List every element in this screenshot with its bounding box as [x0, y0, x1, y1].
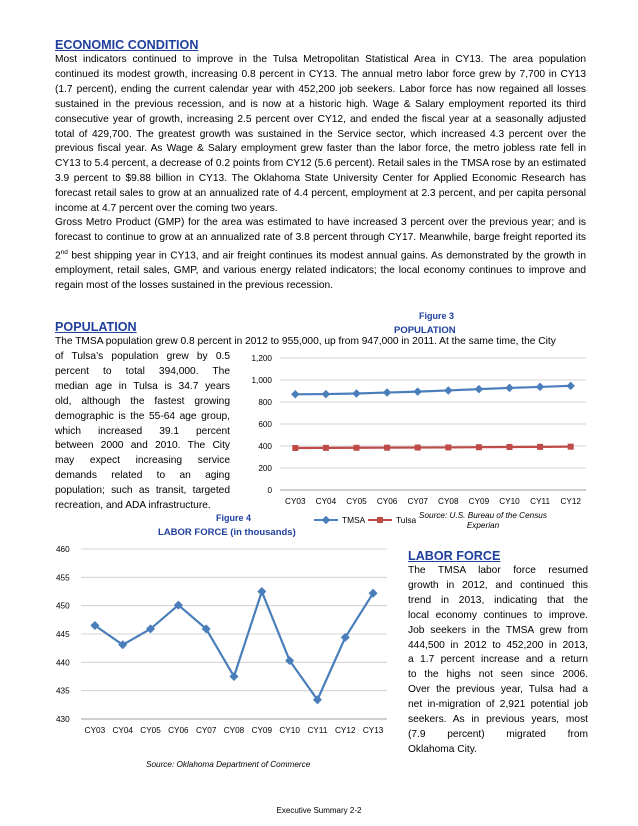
series-line-tmsa — [295, 386, 570, 394]
data-point-labor-force — [229, 672, 238, 681]
data-point-labor-force — [257, 587, 266, 596]
population-line: population; such as transit, targeted — [55, 485, 230, 497]
x-tick-label: CY08 — [223, 726, 245, 735]
y-tick-label: 400 — [258, 442, 272, 451]
data-point-tulsa — [323, 445, 329, 451]
labor-line: Over the previous year, Tulsa had a — [408, 684, 588, 696]
population-last-line: recreation, and ADA infrastructure. — [55, 500, 211, 512]
para2-text-b: best shipping year in CY13, and air freight continues its modest annual gains. As demonstrated by the growth in employment, retail sales, GMP, and various energy related indicators; the local economy continues to improve and regain most of the losses sustained in the previous recession. — [55, 250, 586, 292]
labor-line: local economy continues to improve. — [408, 609, 588, 621]
y-tick-label: 1,000 — [251, 376, 272, 385]
x-tick-label: CY05 — [346, 497, 367, 506]
population-line: between 2000 and 2010. The City — [55, 440, 230, 452]
y-tick-label: 0 — [267, 486, 272, 495]
data-point-tmsa — [505, 384, 513, 392]
data-point-tmsa — [383, 388, 391, 396]
x-tick-label: CY06 — [376, 497, 398, 506]
para2-superscript: nd — [60, 248, 68, 256]
x-tick-label: CY03 — [285, 497, 306, 506]
labor-line: seekers. As in previous years, most — [408, 714, 588, 726]
data-point-tmsa — [475, 385, 483, 393]
labor-heading: LABOR FORCE — [408, 549, 501, 563]
y-tick-label: 800 — [258, 398, 272, 407]
labor-body — [408, 564, 588, 758]
y-tick-label: 1,200 — [251, 354, 272, 363]
y-tick-label: 445 — [56, 630, 70, 639]
legend-label-tmsa: TMSA — [342, 515, 366, 525]
x-tick-label: CY11 — [530, 497, 551, 506]
x-tick-label: CY06 — [168, 726, 189, 735]
series-line-tulsa — [295, 447, 570, 448]
x-tick-label: CY10 — [499, 497, 520, 506]
population-line: old, although the fastest growing — [55, 395, 230, 407]
y-tick-label: 460 — [56, 545, 70, 554]
data-point-tulsa — [354, 445, 360, 451]
labor-last-line: Oklahoma City. — [408, 743, 477, 755]
y-tick-label: 440 — [56, 658, 70, 668]
y-tick-label: 435 — [56, 686, 70, 696]
labor-line: Job seekers in the TMSA grew from — [408, 624, 588, 636]
labor-line: trend in 2013, indicating that the — [408, 594, 588, 606]
labor-line: net in-migration of 2,921 potential job — [408, 699, 588, 711]
data-point-tmsa — [444, 386, 452, 394]
figure3-title: POPULATION — [394, 325, 456, 336]
population-line: percent to total 394,000. The — [55, 365, 230, 377]
data-point-tmsa — [352, 389, 360, 397]
figure3-source — [408, 511, 558, 531]
labor-line: to the highs not seen since 2006. — [408, 669, 588, 681]
data-point-tmsa — [413, 387, 421, 395]
population-line: which increased 39.1 percent — [55, 425, 230, 437]
y-tick-label: 600 — [258, 420, 272, 429]
x-tick-label: CY13 — [362, 726, 384, 735]
x-tick-label: CY12 — [560, 497, 581, 506]
x-tick-label: CY09 — [468, 497, 490, 506]
page-footer: Executive Summary 2-2 — [276, 806, 362, 815]
labor-line: The TMSA labor force resumed — [408, 565, 588, 576]
labor-line: a 1.7 percent increase and a return — [408, 654, 588, 666]
data-point-tmsa — [322, 390, 330, 398]
y-tick-label: 200 — [258, 464, 272, 473]
x-tick-label: CY08 — [438, 497, 459, 506]
population-body — [55, 350, 230, 514]
data-point-tmsa — [536, 383, 544, 391]
economic-heading: ECONOMIC CONDITION — [55, 38, 199, 52]
data-point-tulsa — [476, 444, 482, 450]
series-line-labor-force — [95, 592, 373, 700]
x-tick-label: CY05 — [140, 726, 161, 735]
x-tick-label: CY11 — [307, 726, 328, 735]
x-tick-label: CY09 — [251, 726, 273, 735]
population-line: demands related to an aging — [55, 470, 230, 482]
x-tick-label: CY12 — [335, 726, 356, 735]
data-point-tulsa — [445, 444, 451, 450]
x-tick-label: CY04 — [315, 497, 337, 506]
legend-marker-tulsa — [377, 517, 383, 523]
population-heading: POPULATION — [55, 320, 137, 334]
data-point-tulsa — [415, 445, 421, 451]
labor-force-chart — [54, 542, 398, 744]
x-tick-label: CY10 — [279, 726, 300, 735]
population-line: demographic is the 55-64 age group, — [55, 410, 230, 422]
data-point-tmsa — [291, 390, 299, 398]
population-chart — [232, 350, 592, 535]
economic-paragraph-1: Most indicators continued to improve in the Tulsa Metropolitan Statistical Area in CY13. The area population continued its modest growth, increasing 0.8 percent in CY13. The annual metro labor force grew by 7,700 in CY13 (1.7 percent), ending the current calendar year with 452,200 job seekers. Labor force has now regained all losses sustained in the previous recession, and is now at a historic high. Wage & Salary employment reported its third consecutive year of growth, increasing 2.5 percent over CY12, and ended the fiscal year at a seasonally adjusted total of 429,700. The greatest growth was sustained in the Service sector, which increased 4.3 percent over the previous fiscal year. As Wage & Salary employment grew faster than the labor force, the metro jobless rate fell in CY13 to 5.4 percent, a decrease of 0.2 points from CY12 (5.6 percent). Retail sales in the TMSA rose by an estimated 3.9 percent to $9.88 billion in CY13. The Oklahoma State University Center for Applied Economic Research has forecast retail sales to grow at an annualized rate of 4.4 percent, employment at 2.3 percent, and per capita personal income at 4.7 percent over the coming two years. — [55, 54, 586, 215]
legend-marker-tmsa — [322, 516, 330, 524]
data-point-tulsa — [292, 445, 298, 451]
figure3-label: Figure 3 — [419, 311, 455, 321]
data-point-tulsa — [568, 444, 574, 450]
labor-line: 444,500 in 2012 to 452,200 in 2013, — [408, 639, 588, 651]
figure4-label: Figure 4 — [216, 513, 252, 523]
data-point-tulsa — [384, 445, 390, 451]
population-line: median age in Tulsa is 34.7 years — [55, 380, 230, 392]
legend-label-tulsa: Tulsa — [396, 515, 417, 525]
figure4-title: LABOR FORCE (in thousands) — [158, 527, 296, 538]
data-point-tulsa — [537, 444, 543, 450]
population-legend — [314, 515, 417, 525]
figure3-source-line1: Source: U.S. Bureau of the Census — [419, 511, 547, 520]
labor-line: (7.9 percent) migrated from — [408, 728, 588, 740]
y-tick-label: 450 — [56, 601, 70, 611]
x-tick-label: CY07 — [407, 497, 428, 506]
x-tick-label: CY04 — [112, 726, 133, 735]
figure4-source: Source: Oklahoma Department of Commerce — [146, 760, 311, 769]
x-tick-label: CY03 — [84, 726, 106, 735]
economic-paragraph-2 — [55, 216, 586, 294]
labor-line: growth in 2012, and continued this — [408, 579, 588, 591]
figure3-source-line2: Experian — [466, 521, 500, 530]
y-tick-label: 430 — [56, 715, 70, 724]
x-tick-label: CY07 — [195, 726, 217, 735]
population-line: of Tulsa’s population grew by 0.5 — [55, 351, 230, 362]
y-tick-label: 455 — [56, 573, 70, 583]
population-lead: The TMSA population grew 0.8 percent in 2012 to 955,000, up from 947,000 in 2011. At the same time, the City — [55, 336, 556, 347]
data-point-tmsa — [566, 382, 574, 390]
population-line: may expect increasing service — [55, 455, 230, 467]
data-point-tulsa — [507, 444, 513, 450]
para2-text-a: Gross Metro Product (GMP) for the area was estimated to have increased 3 percent over the previous year; and is forecast to continue to grow at an annualized rate of 3.8 percent through CY17. Meanwhile, barge freight reported its 2 — [55, 217, 586, 262]
